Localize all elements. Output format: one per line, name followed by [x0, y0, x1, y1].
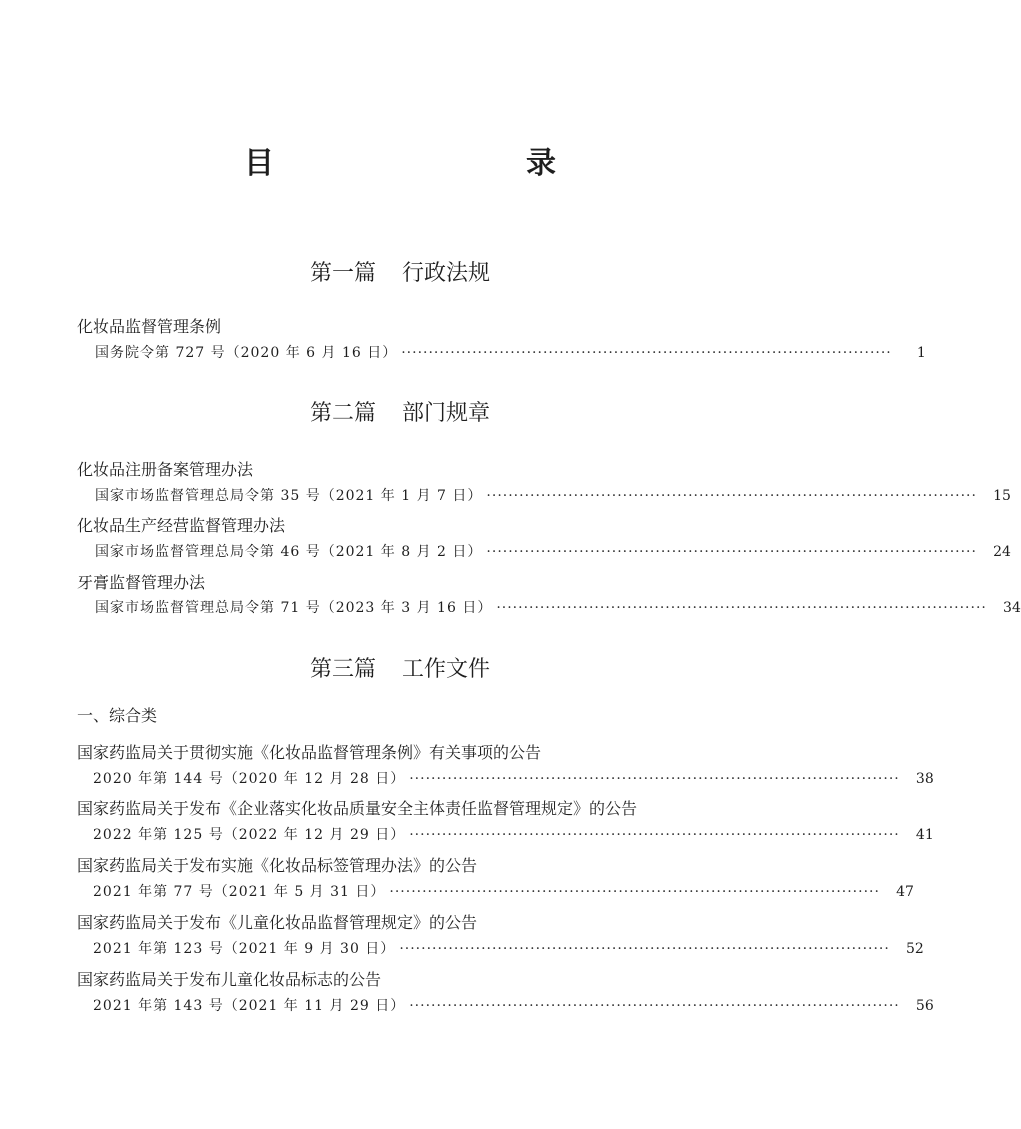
- toc-entry-line[interactable]: [93, 995, 934, 1015]
- toc-entry-line[interactable]: [95, 485, 1011, 505]
- toc-entry-page: 47: [896, 884, 914, 900]
- dot-leader: ··························································································: [409, 998, 900, 1014]
- dot-leader: ··························································································: [496, 600, 987, 616]
- toc-entry-title[interactable]: 牙膏监督管理办法: [77, 573, 206, 592]
- dot-leader: ··························································································: [399, 941, 890, 957]
- toc-entry-line[interactable]: [93, 768, 934, 788]
- dot-leader: ··························································································: [409, 827, 900, 843]
- toc-entry-page: 56: [915, 998, 934, 1014]
- page-title: 目 录: [244, 146, 620, 181]
- toc-entry-page: 24: [993, 544, 1011, 560]
- toc-entry-issuer: 2021 年第 143 号（2021 年 11 月 29 日）: [93, 998, 406, 1014]
- toc-entry-issuer: 国家市场监督管理总局令第 35 号（2021 年 1 月 7 日）: [95, 488, 483, 504]
- toc-entry-issuer: 国家市场监督管理总局令第 71 号（2023 年 3 月 16 日）: [95, 600, 493, 616]
- part-label: 第三篇: [309, 657, 376, 682]
- part-name: 工作文件: [402, 657, 491, 682]
- toc-entry-line[interactable]: [95, 541, 1011, 561]
- toc-entry-title[interactable]: 国家药监局关于发布实施《化妆品标签管理办法》的公告: [77, 856, 478, 875]
- dot-leader: ··························································································: [486, 544, 977, 560]
- part-name: 行政法规: [402, 261, 491, 286]
- toc-entry-line[interactable]: [95, 342, 926, 362]
- toc-entry-title[interactable]: 国家药监局关于发布《儿童化妆品监督管理规定》的公告: [77, 913, 478, 932]
- toc-entry-page: 15: [993, 488, 1011, 504]
- toc-entry-line[interactable]: [93, 938, 924, 958]
- dot-leader: ··························································································: [401, 345, 892, 361]
- toc-entry-page: 41: [915, 827, 934, 843]
- toc-entry-title[interactable]: 国家药监局关于发布《企业落实化妆品质量安全主体责任监督管理规定》的公告: [77, 799, 638, 818]
- toc-entry-page: 52: [906, 941, 924, 957]
- toc-entry-page: 1: [916, 345, 926, 361]
- dot-leader: ··························································································: [389, 884, 880, 900]
- toc-entry-title[interactable]: 国家药监局关于贯彻实施《化妆品监督管理条例》有关事项的公告: [77, 743, 542, 762]
- part-heading-3: [0, 652, 800, 683]
- toc-entry-title[interactable]: 化妆品注册备案管理办法: [77, 460, 254, 479]
- dot-leader: ··························································································: [409, 771, 900, 787]
- toc-entry-line[interactable]: [93, 824, 934, 844]
- toc-entry-title[interactable]: 化妆品监督管理条例: [77, 317, 222, 336]
- toc-entry-line[interactable]: [95, 597, 1021, 617]
- toc-entry-issuer: 2021 年第 77 号（2021 年 5 月 31 日）: [93, 884, 386, 900]
- part-name: 部门规章: [402, 401, 491, 426]
- toc-entry-issuer: 2021 年第 123 号（2021 年 9 月 30 日）: [93, 941, 396, 957]
- toc-entry-issuer: 2022 年第 125 号（2022 年 12 月 29 日）: [93, 827, 406, 843]
- part-heading-1: [0, 256, 800, 287]
- toc-entry-title[interactable]: 国家药监局关于发布儿童化妆品标志的公告: [77, 970, 382, 989]
- toc-entry-issuer: 国家市场监督管理总局令第 46 号（2021 年 8 月 2 日）: [95, 544, 483, 560]
- toc-entry-title[interactable]: 化妆品生产经营监督管理办法: [77, 516, 286, 535]
- part-heading-2: [0, 396, 800, 427]
- toc-entry-issuer: 2020 年第 144 号（2020 年 12 月 28 日）: [93, 771, 406, 787]
- toc-entry-issuer: 国务院令第 727 号（2020 年 6 月 16 日）: [95, 345, 398, 361]
- toc-entry-page: 38: [915, 771, 934, 787]
- toc-entry-page: 34: [1003, 600, 1021, 616]
- toc-entry-line[interactable]: [93, 881, 914, 901]
- category-heading: 一、综合类: [77, 706, 158, 725]
- dot-leader: ··························································································: [486, 488, 977, 504]
- part-label: 第一篇: [309, 261, 376, 286]
- part-label: 第二篇: [309, 401, 376, 426]
